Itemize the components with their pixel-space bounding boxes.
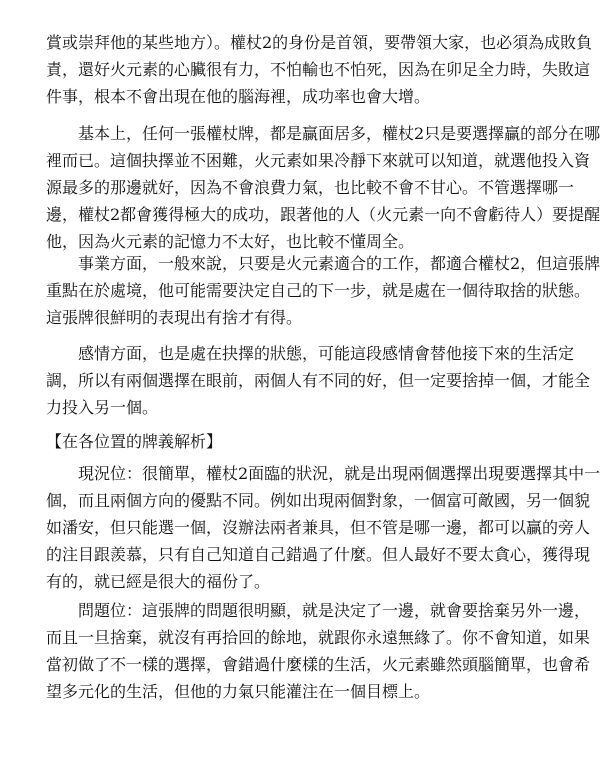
- text-line: 這張牌很鮮明的表現出有捨才有得。: [46, 308, 303, 327]
- text-line: 他，因為火元素的記憶力不太好，也比較不懂周全。: [46, 232, 415, 251]
- text-line: 有的，就已經是很大的福份了。: [46, 572, 271, 591]
- text-line: 責，還好火元素的心臟很有力，不怕輸也不怕死，因為在卯足全力時，失敗這: [46, 60, 591, 79]
- text-line: 基本上，任何一張權杖牌，都是贏面居多，權杖2只是要選擇贏的部分在哪: [46, 124, 600, 143]
- text-line: 裡而已。這個抉擇並不困難，火元素如果冷靜下來就可以知道，就選他投入資: [46, 151, 591, 170]
- text-line: 邊，權杖2都會獲得極大的成功，跟著他的人（火元素一向不會虧待人）要提醒: [46, 205, 600, 224]
- text-line: 而且一旦捨棄，就沒有再拾回的餘地，就跟你永遠無緣了。你不會知道，如果: [46, 628, 591, 647]
- text-line: 力投入另一個。: [46, 398, 159, 417]
- text-line: 賞或崇拜他的某些地方）。權杖2的身份是首領，要帶領大家，也必須為成敗負: [46, 33, 593, 52]
- text-line: 感情方面，也是處在抉擇的狀態，可能這段感情會替他接下來的生活定: [46, 344, 575, 363]
- text-line: 的注目跟羨慕，只有自己知道自己錯過了什麼。但人最好不要太貪心，獲得現: [46, 545, 591, 564]
- paragraph-intro: [46, 29, 593, 110]
- text-line: 如潘安，但只能選一個，沒辦法兩者兼具，但不管是哪一邊，都可以贏的旁人: [46, 518, 591, 537]
- text-line: 事業方面，一般來說，只要是火元素適合的工作，都適合權杖2，但這張牌: [46, 254, 600, 273]
- paragraph-career: [46, 250, 600, 331]
- text-line: 個，而且兩個方向的優點不同。例如出現兩個對象，一個富可敵國，另一個貌: [46, 491, 591, 510]
- section-heading: 【在各位置的牌義解析】: [46, 432, 223, 451]
- text-line: 問題位：這張牌的問題很明顯，就是決定了一邊，就會要捨棄另外一邊，: [46, 601, 591, 620]
- text-line: 源最多的那邊就好，因為不會浪費力氣，也比較不會不甘心。不管選擇哪一: [46, 178, 575, 197]
- text-line: 當初做了不一樣的選擇，會錯過什麼樣的生活，火元素雖然頭腦簡單，也會希: [46, 655, 591, 674]
- paragraph-present-position: [46, 460, 600, 595]
- text-line: 望多元化的生活，但他的力氣只能灌注在一個目標上。: [46, 682, 431, 701]
- paragraph-love: [46, 340, 591, 421]
- text-line: 重點在於處境，他可能需要決定自己的下一步，就是處在一個待取捨的狀態。: [46, 281, 591, 300]
- text-line: 調，所以有兩個選擇在眼前，兩個人有不同的好，但一定要捨掉一個，才能全: [46, 371, 591, 390]
- paragraph-problem-position: [46, 597, 591, 705]
- paragraph-basics: [46, 120, 600, 255]
- text-line: 現況位：很簡單，權杖2面臨的狀況，就是出現兩個選擇出現要選擇其中一: [46, 464, 600, 483]
- text-line: 件事，根本不會出現在他的腦海裡，成功率也會大增。: [46, 87, 431, 106]
